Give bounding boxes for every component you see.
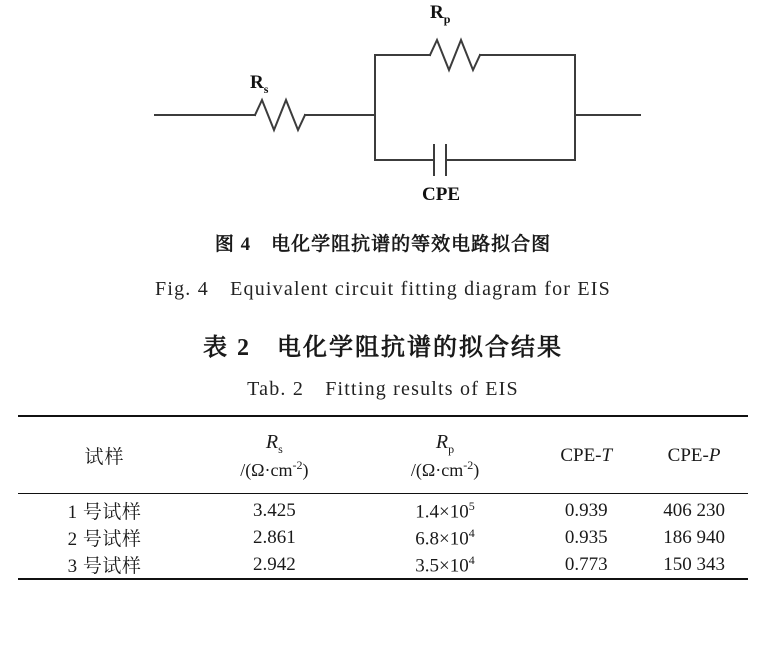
eis-results-table: [18, 415, 748, 583]
table-caption-chinese: 表 2 电化学阻抗谱的拟合结果: [203, 335, 563, 361]
table-row: [18, 497, 748, 524]
cell-rp: $6.8\times 10^4$: [415, 525, 475, 550]
rs-resistor-symbol: [255, 100, 305, 130]
cell-rp: $3.5\times 10^4$: [415, 552, 475, 577]
figure-caption-english: Fig. 4 Equivalent circuit fitting diagram for EIS: [155, 278, 611, 300]
rp-label: $R_p$: [430, 2, 451, 26]
cell-cpe-p: 150 343: [663, 553, 725, 575]
table-row: [18, 551, 748, 579]
cell-cpe-t: 0.939: [564, 499, 608, 521]
cell-sample: 1 号试样: [67, 502, 142, 524]
header-sample: 试样: [84, 447, 125, 469]
cpe-label: CPE: [422, 184, 460, 205]
eis-results-table-wrapper: [18, 415, 748, 583]
table-row: [18, 524, 748, 551]
cell-sample: 3 号试样: [67, 556, 142, 578]
cell-rs: 2.861: [253, 526, 296, 548]
header-rp: $R_p$ $/(\Omega\cdot cm^{-2})$: [410, 431, 480, 481]
table-rule-bottom: [18, 579, 748, 583]
cell-sample: 2 号试样: [67, 529, 142, 551]
table-caption-english: Tab. 2 Fitting results of EIS: [247, 378, 519, 400]
cell-rs: 3.425: [253, 499, 296, 521]
table-header-row: [18, 420, 748, 494]
header-cpe-t: CPE-T: [560, 444, 613, 466]
cell-cpe-t: 0.935: [564, 526, 608, 548]
header-rs: $R_s$ $/(\Omega\cdot cm^{-2})$: [240, 431, 309, 481]
header-cpe-p: CPE-P: [667, 444, 721, 466]
rp-resistor-symbol: [430, 40, 480, 70]
cell-cpe-p: 186 940: [663, 526, 725, 548]
figure-caption-chinese: 图 4 电化学阻抗谱的等效电路拟合图: [214, 234, 552, 255]
cell-cpe-t: 0.773: [564, 553, 608, 575]
cell-cpe-p: 406 230: [663, 499, 725, 521]
cell-rp: $1.4\times 10^5$: [415, 498, 475, 523]
cell-rs: 2.942: [253, 553, 296, 575]
rs-label: $R_s$: [250, 72, 269, 96]
equivalent-circuit-figure: [0, 0, 766, 215]
circuit-diagram-svg: [0, 0, 766, 215]
